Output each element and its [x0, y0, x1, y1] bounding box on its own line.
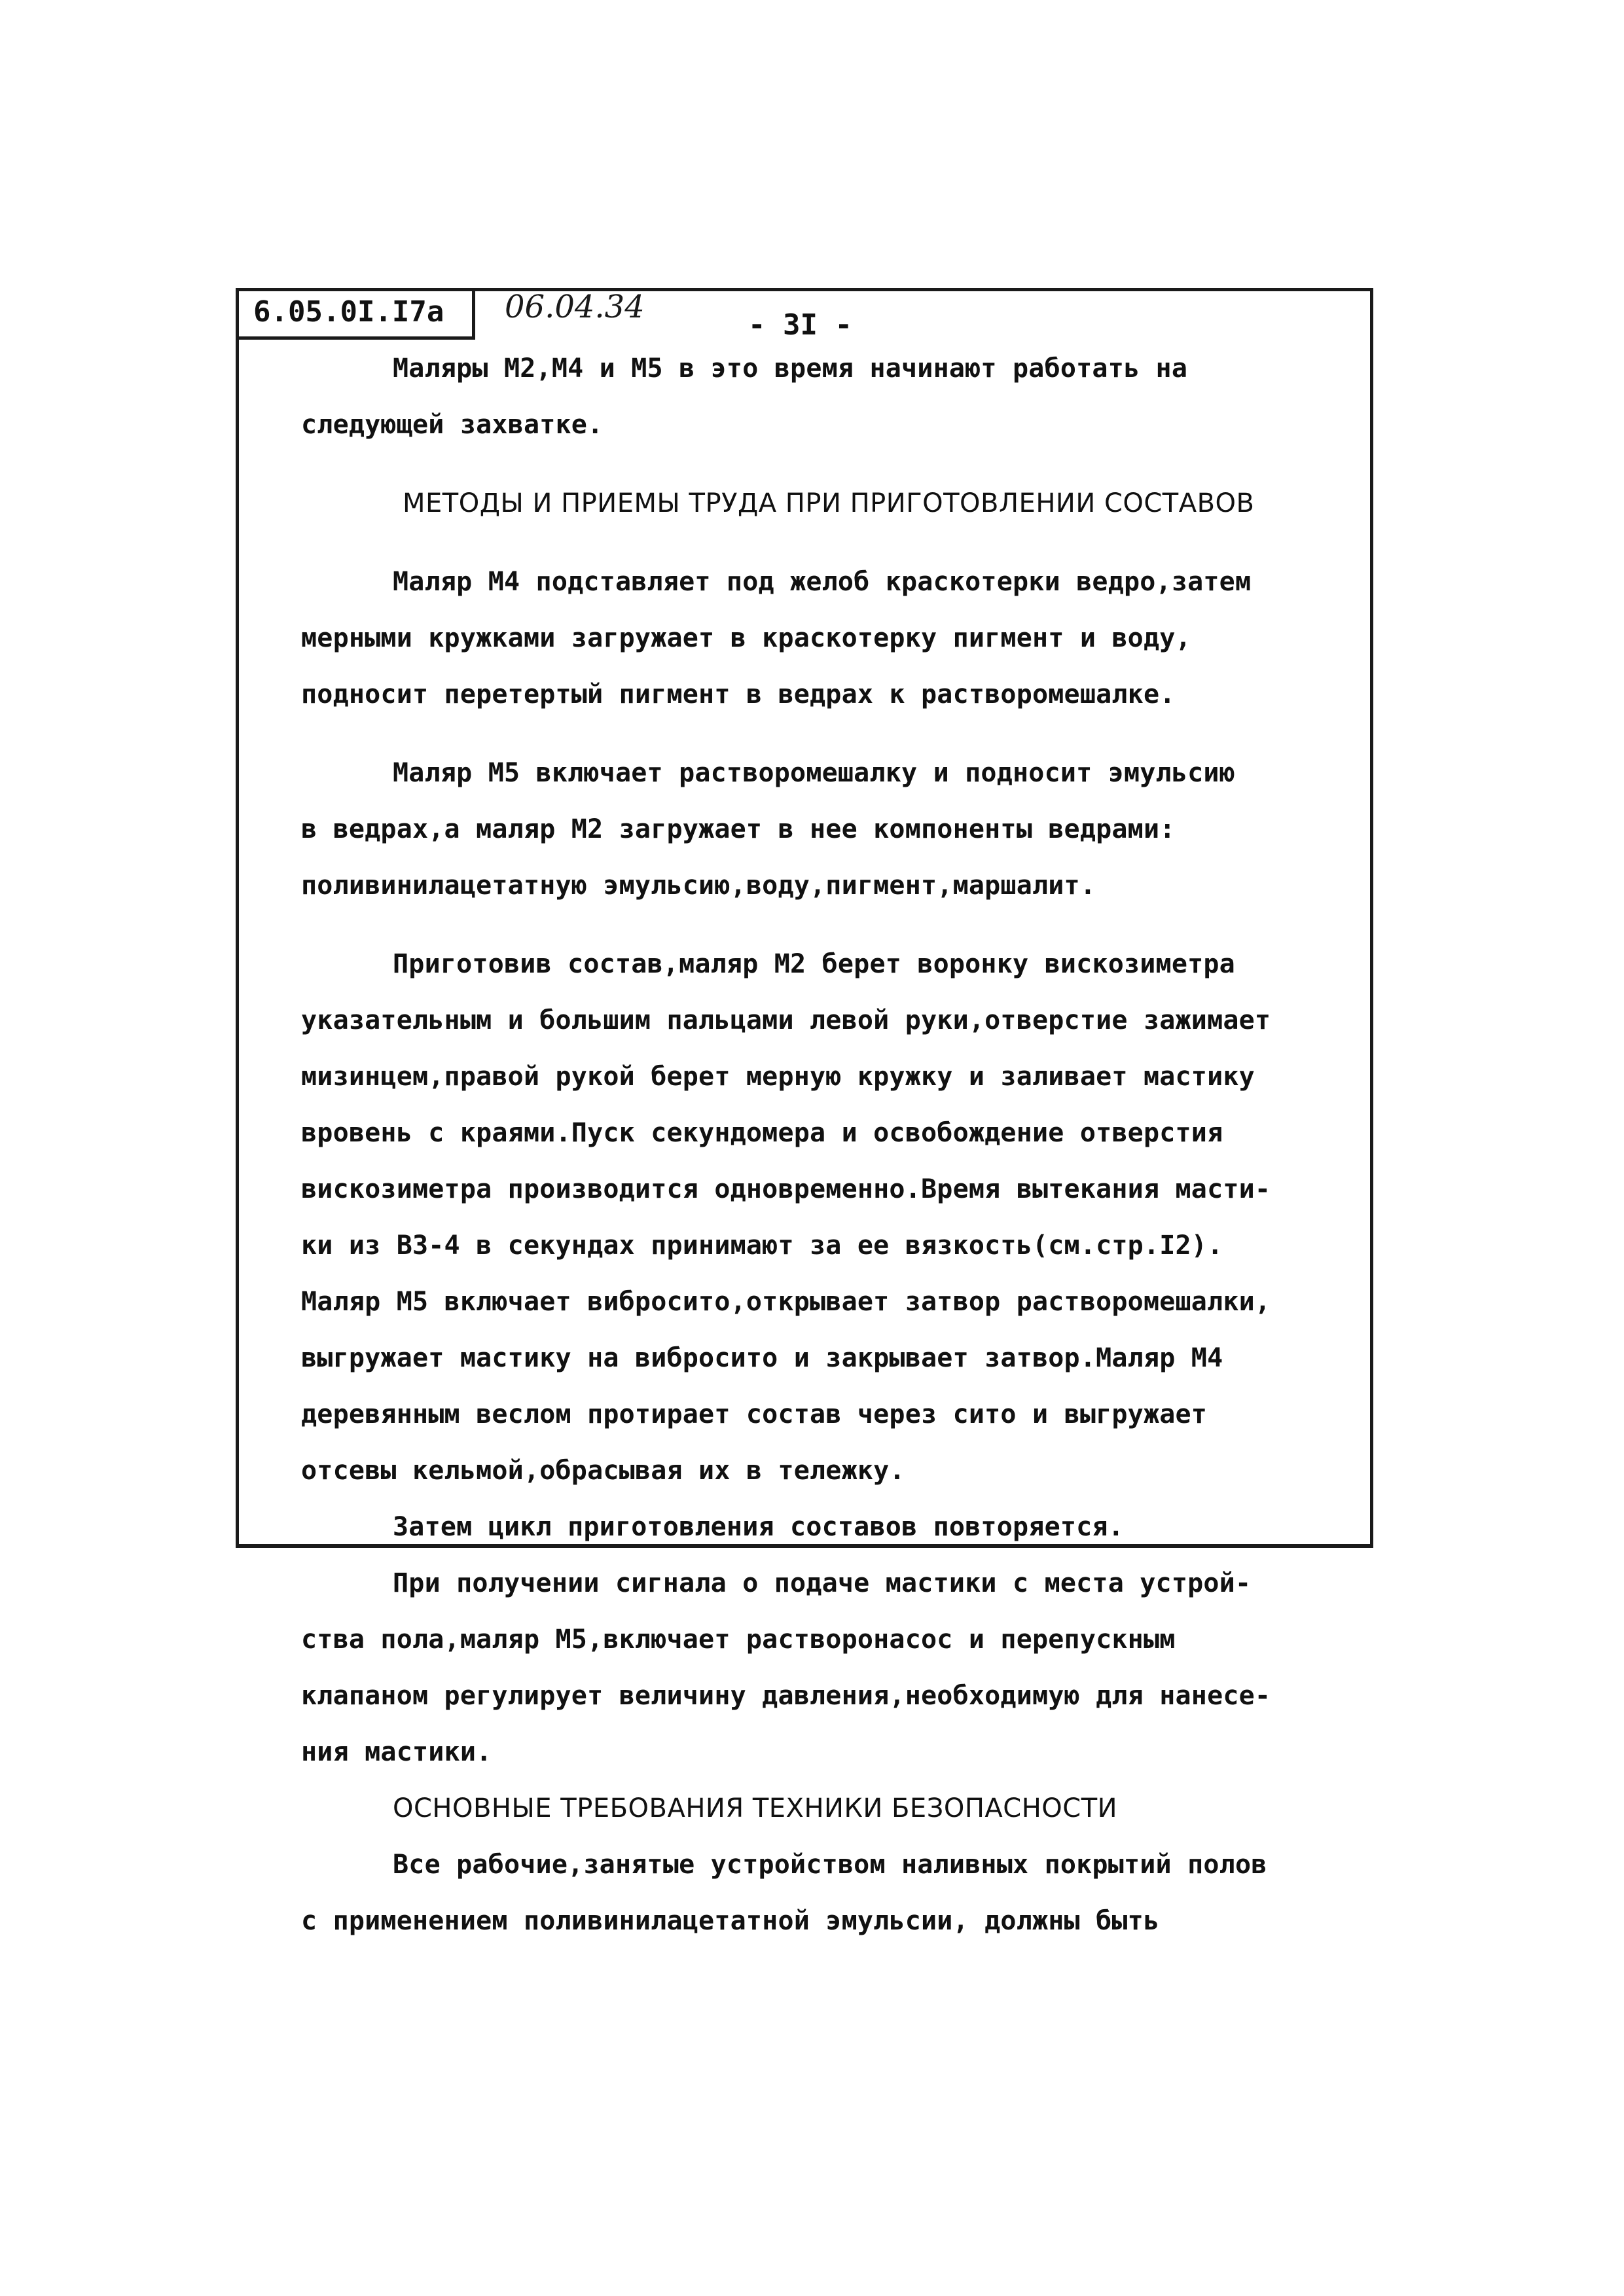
paragraph-line: ства пола,маляр М5,включает растворонасос и перепускным	[301, 1624, 1176, 1655]
paragraph-line: клапаном регулирует величину давления,необходимую для нанесе-	[301, 1681, 1271, 1711]
document-code: 6.05.0I.I7a	[253, 295, 444, 329]
paragraph-line: мерными кружками загружает в краскотерку пигмент и воду,	[301, 623, 1191, 653]
paragraph-line: подносит перетертый пигмент в ведрах к растворомешалке.	[301, 679, 1176, 709]
paragraph-line: Приготовив состав,маляр М2 берет воронку вискозиметра	[393, 949, 1235, 979]
paragraph-line: Маляр М5 включает вибросито,открывает затвор растворомешалки,	[301, 1287, 1271, 1317]
paragraph-line: ния мастики.	[301, 1737, 492, 1767]
paragraph-line: следующей захватке.	[301, 410, 604, 440]
paragraph-line: поливинилацетатную эмульсию,воду,пигмент,маршалит.	[301, 870, 1096, 901]
paragraph-line: вискозиметра производится одновременно.Время вытекания масти-	[301, 1174, 1271, 1204]
document-body	[301, 340, 1362, 1949]
paragraph-line: указательным и большим пальцами левой руки,отверстие зажимает	[301, 1005, 1271, 1035]
paragraph-line: отсевы кельмой,обрасывая их в тележку.	[301, 1456, 905, 1486]
section-heading: ОСНОВНЫЕ ТРЕБОВАНИЯ ТЕХНИКИ БЕЗОПАСНОСТИ	[393, 1793, 1118, 1823]
paragraph-line: ки из ВЗ-4 в секундах принимают за ее вязкость(см.стр.I2).	[301, 1230, 1223, 1261]
handwritten-date: 06.04.34	[505, 289, 645, 325]
paragraph-line: в ведрах,а маляр М2 загружает в нее компоненты ведрами:	[301, 814, 1176, 844]
paragraph-line: При получении сигнала о подаче мастики с места устрой-	[393, 1568, 1252, 1598]
document-code-stamp	[239, 291, 475, 340]
paragraph-line: деревянным веслом протирает состав через сито и выгружает	[301, 1399, 1208, 1429]
paragraph-line: Все рабочие,занятые устройством наливных покрытий полов	[393, 1850, 1267, 1880]
section-heading: МЕТОДЫ И ПРИЕМЫ ТРУДА ПРИ ПРИГОТОВЛЕНИИ СОСТАВОВ	[403, 488, 1255, 518]
paragraph-line: Маляры М2,М4 и М5 в это время начинают работать на	[393, 353, 1188, 384]
paragraph-line: вровень с краями.Пуск секундомера и освобождение отверстия	[301, 1118, 1223, 1148]
paragraph-line: выгружает мастику на вибросито и закрывает затвор.Маляр М4	[301, 1343, 1223, 1373]
paragraph-line: Маляр М5 включает растворомешалку и подносит эмульсию	[393, 758, 1235, 788]
page-number: - 3I -	[748, 308, 852, 342]
paragraph-line: мизинцем,правой рукой берет мерную кружку и заливает мастику	[301, 1062, 1255, 1092]
paragraph-line: Маляр М4 подставляет под желоб краскотерки ведро,затем	[393, 567, 1252, 597]
paragraph-line: Затем цикл приготовления составов повторяется.	[393, 1512, 1124, 1542]
paragraph-line: с применением поливинилацетатной эмульсии, должны быть	[301, 1906, 1160, 1936]
